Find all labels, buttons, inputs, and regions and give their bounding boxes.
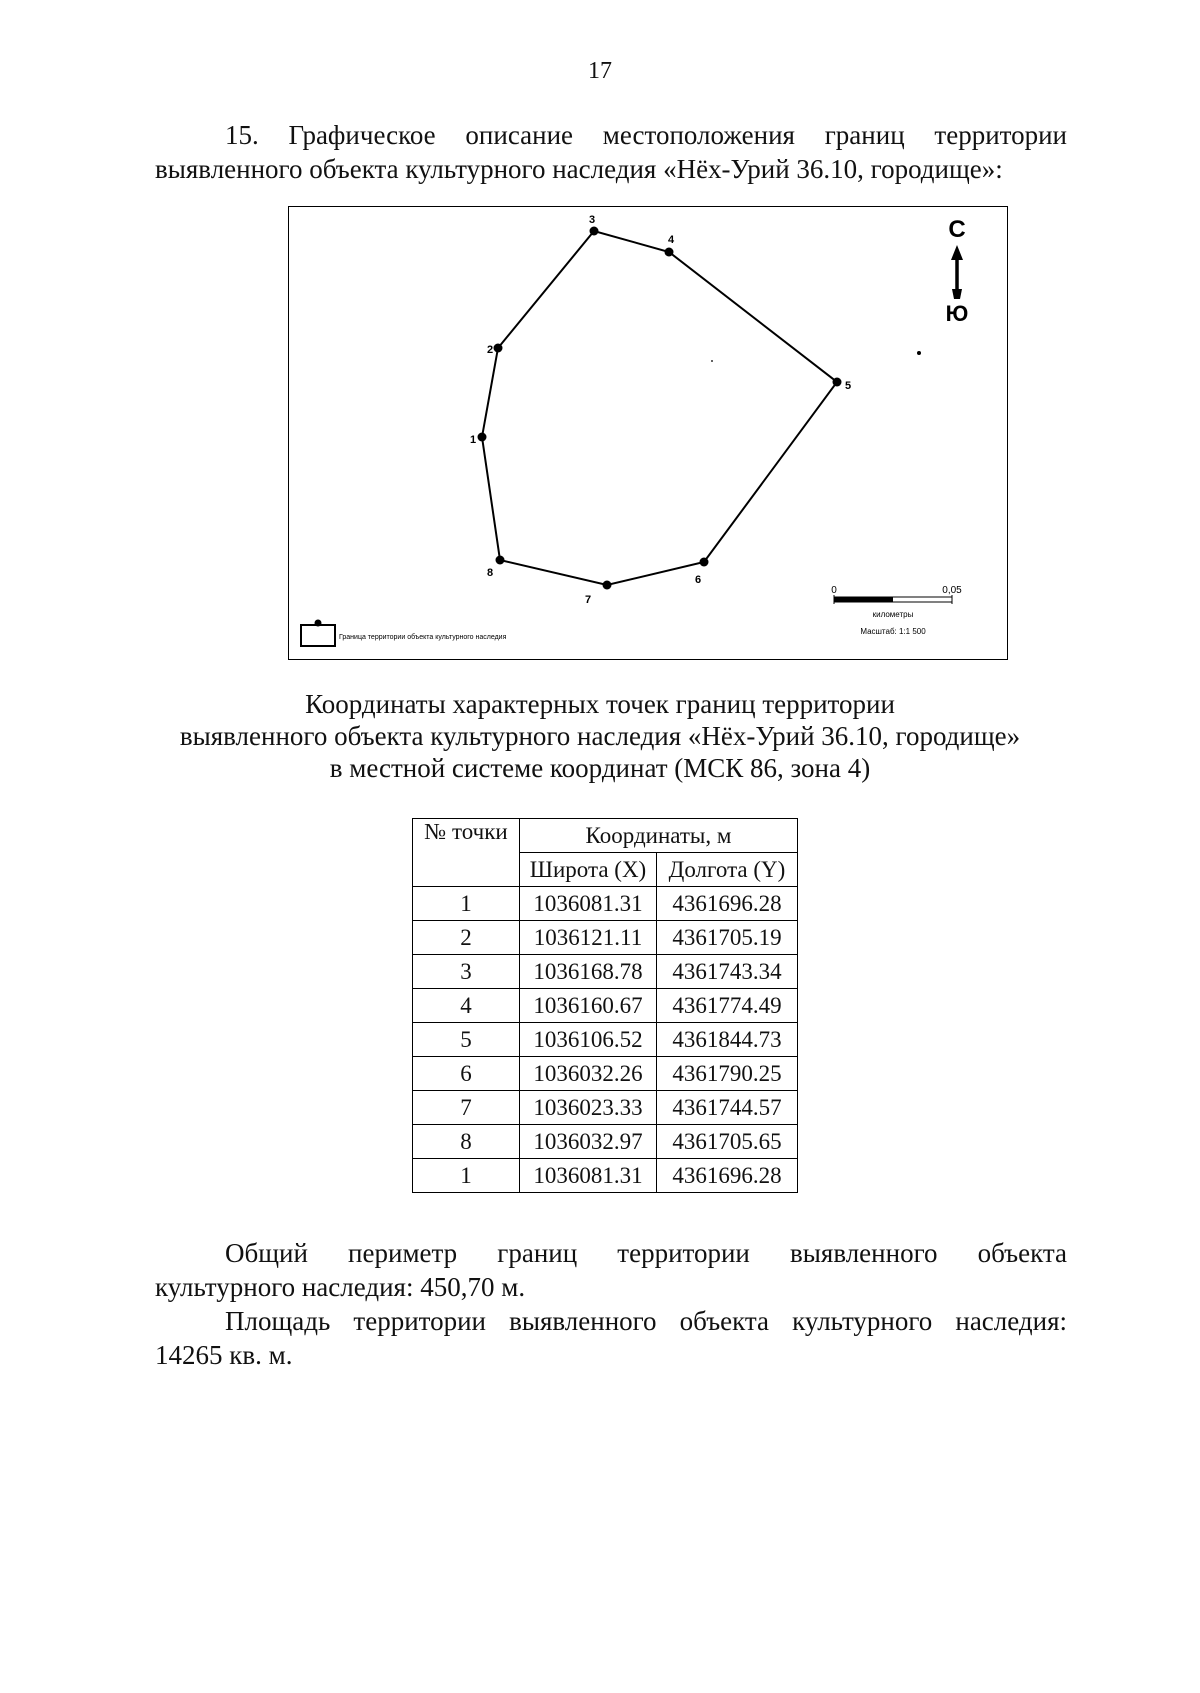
table-row [413,887,798,921]
scale-end-label: 0,05 [942,585,962,596]
cell-x: 1036081.31 [520,887,657,921]
point-label-6: 6 [695,574,702,586]
cell-x: 1036168.78 [520,955,657,989]
cell-point: 6 [413,1057,520,1091]
table-row [413,989,798,1023]
area-paragraph [155,1304,1067,1372]
point-label-3: 3 [589,214,596,226]
table-row [413,955,798,989]
scale-units-label: километры [872,610,914,619]
point-label-5: 5 [845,380,852,392]
scale-bar [831,585,962,636]
north-arrow-icon [946,216,969,326]
area-line-1: Площадь территории выявленного объекта культурного наследия: [225,1306,1067,1336]
cell-x: 1036121.11 [520,921,657,955]
boundary-point-8 [496,556,505,565]
boundary-map-canvas [289,207,1009,661]
boundary-point-7 [603,581,612,590]
boundary-point-5 [833,378,842,387]
cell-y: 4361696.28 [657,887,798,921]
map-legend [301,620,507,647]
north-label: С [948,216,966,243]
cell-y: 4361696.28 [657,1159,798,1193]
point-label-1: 1 [470,434,477,446]
cell-point: 1 [413,1159,520,1193]
boundary-point-2 [494,344,503,353]
perimeter-line-1: Общий периметр границ территории выявленного объекта [225,1238,1067,1268]
cell-point: 3 [413,955,520,989]
cell-y: 4361705.65 [657,1125,798,1159]
section-heading [155,118,1067,186]
point-label-4: 4 [668,234,675,246]
cell-y: 4361744.57 [657,1091,798,1125]
page-number: 17 [588,58,612,84]
table-row [413,921,798,955]
legend-text: Граница территории объекта культурного наследия [339,634,507,641]
header-point: № точки [413,819,520,887]
cell-x: 1036023.33 [520,1091,657,1125]
header-longitude: Долгота (Y) [657,853,798,887]
cell-y: 4361844.73 [657,1023,798,1057]
caption-line-3: в местной системе координат (МСК 86, зона 4) [329,753,871,783]
cell-point: 7 [413,1091,520,1125]
cell-y: 4361790.25 [657,1057,798,1091]
table-caption [0,688,1200,784]
heading-line-1: 15. Графическое описание местоположения границ территории [225,120,1067,150]
scale-zero-label: 0 [831,585,837,596]
point-label-7: 7 [585,594,592,606]
map-stray-dot [917,351,921,355]
south-label: Ю [945,301,969,326]
boundary-polygon [482,231,837,585]
cell-point: 2 [413,921,520,955]
cell-point: 4 [413,989,520,1023]
boundary-point-4 [665,248,674,257]
boundary-point-1 [478,433,487,442]
caption-line-1: Координаты характерных точек границ территории [305,689,895,719]
table-row [413,1057,798,1091]
scale-ratio-label: Масштаб: 1:1 500 [860,627,926,636]
perimeter-line-2: культурного наследия: 450,70 м. [155,1272,526,1302]
cell-x: 1036106.52 [520,1023,657,1057]
table-row [413,1125,798,1159]
legend-boundary-symbol [301,625,335,646]
boundary-point-3 [590,227,599,236]
cell-x: 1036032.97 [520,1125,657,1159]
header-latitude: Широта (X) [520,853,657,887]
caption-line-2: выявленного объекта культурного наследия «Нёх-Урий 36.10, городище» [179,721,1021,751]
summary-block [155,1236,1067,1372]
heading-line-2: выявленного объекта культурного наследия «Нёх-Урий 36.10, городище»: [155,154,1003,184]
perimeter-paragraph [155,1236,1067,1304]
cell-point: 8 [413,1125,520,1159]
cell-y: 4361705.19 [657,921,798,955]
table-row [413,1023,798,1057]
table-row [413,1159,798,1193]
area-line-2: 14265 кв. м. [155,1340,293,1370]
point-label-2: 2 [487,344,494,356]
cell-point: 1 [413,887,520,921]
point-label-8: 8 [487,567,494,579]
cell-x: 1036081.31 [520,1159,657,1193]
boundary-map [288,206,1008,660]
cell-y: 4361743.34 [657,955,798,989]
table-row [413,1091,798,1125]
cell-point: 5 [413,1023,520,1057]
cell-x: 1036160.67 [520,989,657,1023]
map-center-dot [711,360,713,362]
boundary-point-6 [700,558,709,567]
cell-y: 4361774.49 [657,989,798,1023]
coordinates-table [412,818,798,1193]
cell-x: 1036032.26 [520,1057,657,1091]
header-coordinates: Координаты, м [520,819,798,853]
